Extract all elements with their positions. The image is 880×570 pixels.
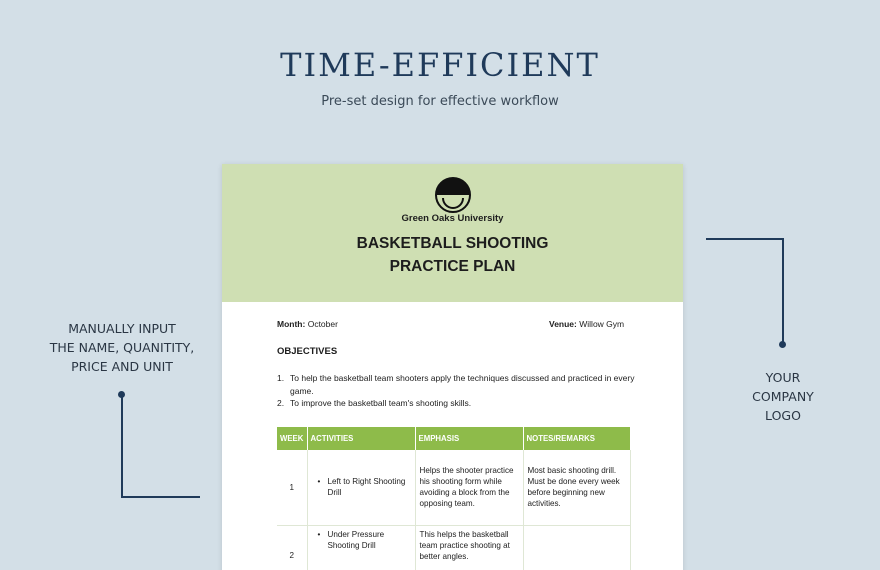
objective-text: To improve the basketball team's shooting skills. [290, 398, 472, 408]
objective-number: 1. [277, 373, 285, 383]
emphasis-cell: This helps the basketball team practice shooting at better angles. [415, 525, 523, 570]
page-headline: TIME-EFFICIENT [280, 46, 600, 84]
venue-label: Venue: [549, 319, 577, 329]
objective-text: To help the basketball team shooters apply the techniques discussed and practiced in every game. [290, 373, 635, 396]
column-header-week: WEEK [277, 427, 307, 450]
callout-line: COMPANY [752, 389, 814, 404]
table-row [277, 450, 631, 525]
callout-right-connector-vertical [782, 238, 784, 344]
document-title [222, 232, 683, 278]
title-line: BASKETBALL SHOOTING [356, 235, 549, 252]
objective-item [277, 397, 637, 410]
callout-line: PRICE AND UNIT [71, 359, 173, 374]
week-cell: 1 [277, 450, 307, 525]
month-field [277, 319, 338, 329]
column-header-emphasis: EMPHASIS [415, 427, 523, 450]
objectives-heading: OBJECTIVES [277, 346, 338, 357]
organization-name: Green Oaks University [401, 213, 504, 224]
objectives-list [277, 372, 637, 410]
page-subheadline: Pre-set design for effective workflow [321, 94, 559, 109]
callout-left-connector-vertical [121, 394, 123, 498]
column-header-notes: NOTES/REMARKS [523, 427, 631, 450]
callout-left-connector-horizontal [121, 496, 200, 498]
emphasis-cell: Helps the shooter practice his shooting form while avoiding a block from the opposing team. [415, 450, 523, 525]
callout-line: MANUALLY INPUT [68, 321, 176, 336]
callout-line: YOUR [765, 370, 801, 385]
notes-cell: Most basic shooting drill. Must be done every week before beginning new activities. [523, 450, 631, 525]
bullet-icon: • [317, 477, 321, 487]
week-cell: 2 [277, 525, 307, 570]
university-logo-icon [435, 177, 471, 213]
table-header-row [277, 427, 631, 450]
notes-cell [523, 525, 631, 570]
objective-item [277, 372, 637, 397]
practice-plan-table [277, 427, 631, 570]
title-line: PRACTICE PLAN [389, 258, 516, 275]
month-value: October [307, 319, 338, 329]
table-row [277, 525, 631, 570]
activity-cell [307, 450, 415, 525]
callout-company-logo [736, 368, 830, 425]
month-label: Month: [277, 319, 306, 329]
venue-field [549, 319, 624, 329]
callout-right-connector-horizontal [706, 238, 784, 240]
document-preview [222, 164, 683, 570]
document-header [222, 164, 683, 302]
activity-text: Under Pressure Shooting Drill [327, 529, 385, 550]
callout-manual-input [40, 319, 204, 376]
venue-value: Willow Gym [579, 319, 625, 329]
callout-line: THE NAME, QUANITITY, [49, 340, 195, 355]
bullet-icon: • [317, 529, 321, 539]
objective-number: 2. [277, 398, 285, 408]
column-header-activities: ACTIVITIES [307, 427, 415, 450]
activity-text: Left to Right Shooting Drill [327, 477, 406, 498]
callout-right-dot [779, 341, 786, 348]
callout-line: LOGO [765, 408, 801, 423]
activity-cell [307, 525, 415, 570]
